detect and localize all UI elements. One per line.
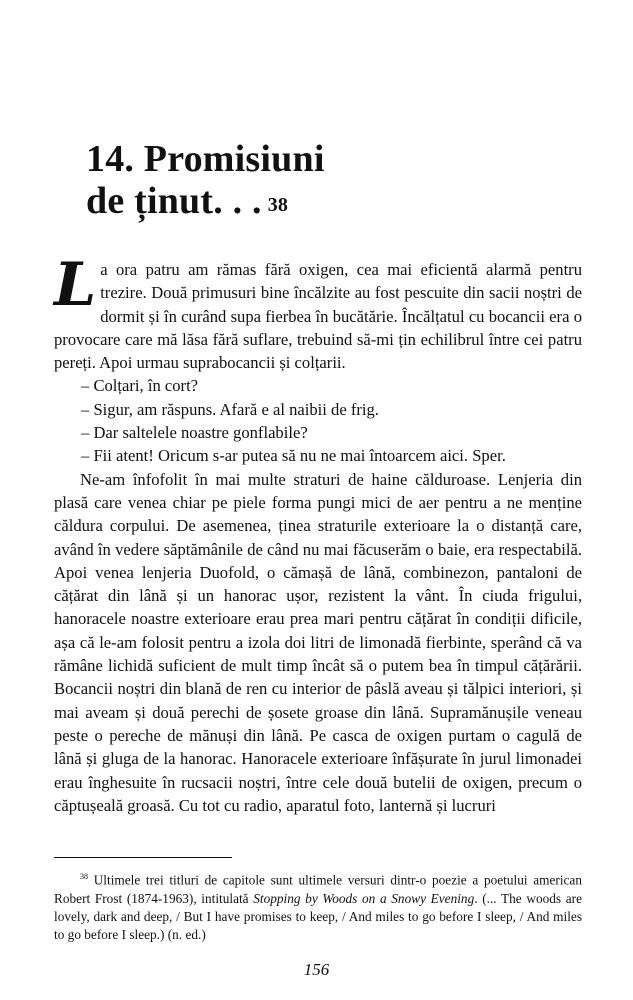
footnote <box>54 868 582 944</box>
page-number: 156 <box>303 960 330 979</box>
paragraph-1 <box>54 250 582 374</box>
footnote-text-after: . (... The woods are lovely, dark and deep, / But I have promises to keep, / And miles to go before I sleep, / And miles to go before I sleep.) (n. ed.) <box>54 890 582 943</box>
dialog-line: – Colțari, în cort? <box>81 376 199 396</box>
footnote-poem-title: Stopping by Woods on a Snowy Evening <box>253 890 475 906</box>
chapter-title <box>86 138 325 222</box>
paragraph-1-text: a ora patru am rămas fără oxigen, cea mai eficientă alarmă pentru trezire. Două primusuri bine încălzite au fost pescuite din sacii noștri de dormit și în curând supa fierbea în bucătărie. Încălțatul cu bocancii era o provocare care mă lăsa fără suflare, trebuind să-mi țin echilibrul între cei patru pereți. Apoi urmau suprabocancii și colțarii. <box>54 260 582 373</box>
drop-cap: L <box>54 250 97 320</box>
body-text <box>54 250 582 817</box>
dialog-line: – Dar saltelele noastre gonflabile? <box>81 423 308 443</box>
footnote-reference: 38 <box>267 194 289 216</box>
dialog-line: – Fii atent! Oricum s-ar putea să nu ne mai întoarcem aici. Sper. <box>81 446 506 466</box>
chapter-title-line1: 14. Promisiuni <box>86 138 325 180</box>
footnote-separator <box>54 857 232 858</box>
paragraph-2: Ne-am înfofolit în mai multe straturi de haine călduroase. Lenjeria din plasă care venea chiar pe piele forma pungi mici de aer pentru a ne menține căldura corpului. De asemenea, ținea straturile exterioare la o distanță care, având în vedere săptămânile de când nu mai făcuserăm o baie, era respectabilă. Apoi venea lenjeria Duofold, o cămașă de lână, combinezon, pantaloni de cățărat din lână și un hanorac ușor, rezistent la vânt. În ciuda frigului, hanoracele noastre exterioare erau prea mari pentru cățărat în condiții dificile, așa că le-am folosit pentru a izola doi litri de limonadă fierbinte, sperând că va rămâne lichidă suficient de mult timp încât să o putem bea în timpul cățărării. Bocancii noștri din blană de ren cu interior de pâslă aveau și tălpici interiori, și mai aveam și două perechi de șosete groase din lână. Supramănușile veneau peste o pereche de mănuși din lână. Pe casca de oxigen purtam o cagulă de lână și gluga de la hanorac. Hanoracele exterioare înfășurate în jurul limonadei erau înghesuite în rucsacii noștri, între cele două butelii de oxigen, precum o căptușeală groasă. Cu tot cu radio, aparatul foto, lanternă și lucruri <box>54 469 582 815</box>
footnote-text-before: Ultimele trei titluri de capitole sunt ultimele versuri dintr-o poezie a poetului american Robert Frost (1874-1963), intitulată <box>54 872 582 906</box>
footnote-number: 38 <box>80 872 88 881</box>
chapter-title-line2: de ținut. . . <box>86 180 262 222</box>
dialog-line: – Sigur, am răspuns. Afară e al naibii de frig. <box>81 399 379 419</box>
